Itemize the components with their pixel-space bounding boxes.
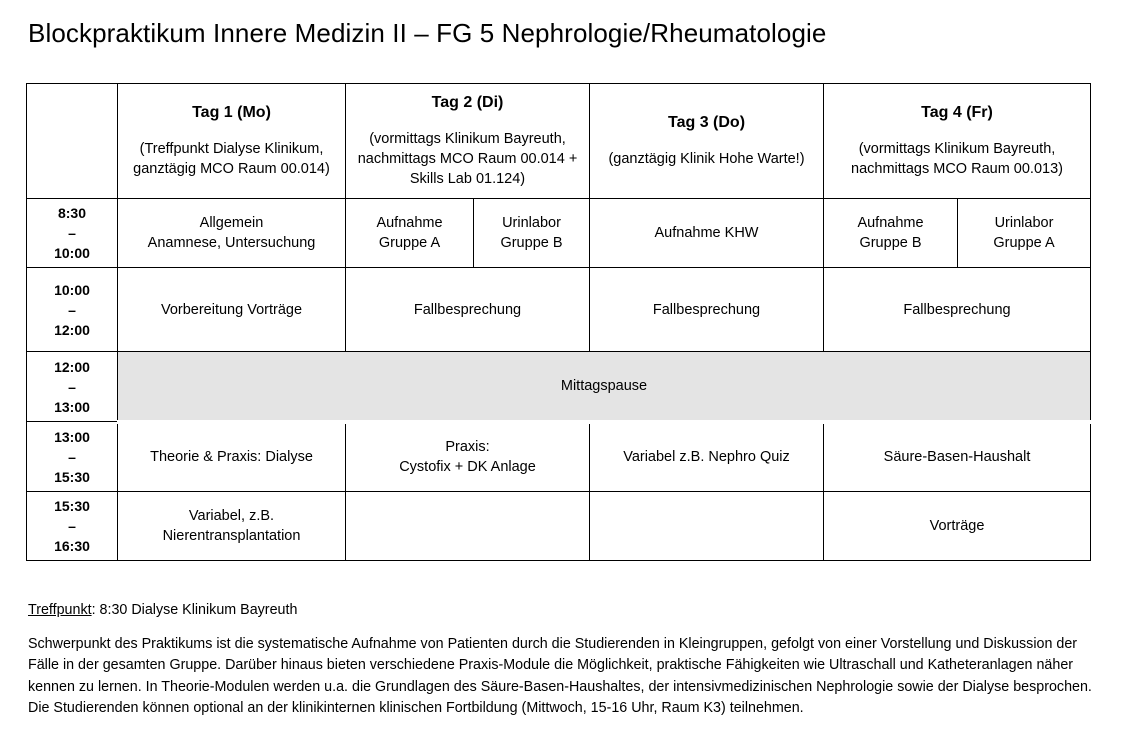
meeting-point bbox=[28, 600, 1108, 622]
schedule-cell: Aufnahme Gruppe A bbox=[346, 199, 474, 268]
schedule-cell: Fallbesprechung bbox=[824, 268, 1091, 352]
footer-text bbox=[28, 600, 1108, 720]
schedule-cell: Urinlabor Gruppe A bbox=[958, 199, 1091, 268]
day-header-3 bbox=[590, 84, 824, 199]
day-header-2 bbox=[346, 84, 590, 199]
meeting-point-text: : 8:30 Dialyse Klinikum Bayreuth bbox=[91, 602, 298, 618]
schedule-cell: Vorbereitung Vorträge bbox=[118, 268, 346, 352]
empty-cell bbox=[346, 492, 590, 561]
schedule-cell: Urinlabor Gruppe B bbox=[474, 199, 590, 268]
day-info-line: ganztägig MCO Raum 00.014) bbox=[133, 161, 330, 177]
schedule-cell: Fallbesprechung bbox=[590, 268, 824, 352]
day-info-line: (ganztägig Klinik Hohe Warte!) bbox=[608, 151, 805, 167]
day-name: Tag 4 (Fr) bbox=[921, 104, 993, 121]
schedule-cell: Praxis: Cystofix + DK Anlage bbox=[346, 422, 590, 492]
time-slot: 15:30 – 16:30 bbox=[27, 492, 118, 561]
description-paragraph: Schwerpunkt des Praktikums ist die systematische Aufnahme von Patienten durch die Studierenden in Kleingruppen, gefolgt von einer Vorstellung und Diskussion der Fälle in der gesamten Gruppe. Darüber hinaus bieten verschiedene Praxis-Module die Möglichkeit, praktische Fähigkeiten wie Ultraschall und Katheteranlagen näher kennen zu lernen. In Theorie-Modulen werden u.a. die Grundlagen des Säure-Basen-Haushaltes, der intensivmedizinischen Nephrologie sowie der Dialyse besprochen. Die Studierenden können optional an der klinikinternen klinischen Fortbildung (Mittwoch, 15-16 Uhr, Raum K3) teilnehmen. bbox=[28, 635, 1092, 716]
day-info-line: (vormittags Klinikum Bayreuth, bbox=[369, 131, 566, 147]
day-info-line: (vormittags Klinikum Bayreuth, bbox=[858, 141, 1056, 157]
time-slot: 10:00 – 12:00 bbox=[27, 268, 118, 352]
corner-cell bbox=[27, 84, 118, 199]
table-row bbox=[27, 422, 1091, 492]
time-slot: 13:00 – 15:30 bbox=[27, 422, 118, 492]
table-row bbox=[27, 492, 1091, 561]
schedule-cell: Säure-Basen-Haushalt bbox=[824, 422, 1091, 492]
day-header-4 bbox=[824, 84, 1091, 199]
schedule-cell: Variabel, z.B. Nierentransplantation bbox=[118, 492, 346, 561]
day-header-1 bbox=[118, 84, 346, 199]
header-row bbox=[27, 84, 1091, 199]
day-info-line: nachmittags MCO Raum 00.014 + bbox=[357, 151, 578, 167]
schedule-cell: Fallbesprechung bbox=[346, 268, 590, 352]
meeting-point-label: Treffpunkt bbox=[28, 602, 92, 618]
day-name: Tag 1 (Mo) bbox=[192, 104, 271, 121]
empty-cell bbox=[590, 492, 824, 561]
schedule-cell: Aufnahme Gruppe B bbox=[824, 199, 958, 268]
schedule-cell: Variabel z.B. Nephro Quiz bbox=[590, 422, 824, 492]
schedule-cell: Allgemein Anamnese, Untersuchung bbox=[118, 199, 346, 268]
schedule-table bbox=[26, 83, 1091, 561]
time-slot: 8:30 – 10:00 bbox=[27, 199, 118, 268]
day-info-line: nachmittags MCO Raum 00.013) bbox=[851, 161, 1063, 177]
day-info-line: Skills Lab 01.124) bbox=[409, 171, 526, 187]
page-title: Blockpraktikum Innere Medizin II – FG 5 Nephrologie/Rheumatologie bbox=[28, 18, 827, 48]
day-info-line: (Treffpunkt Dialyse Klinikum, bbox=[139, 141, 324, 157]
table-row bbox=[27, 268, 1091, 352]
lunch-break-cell: Mittagspause bbox=[118, 352, 1091, 422]
table-row bbox=[27, 199, 1091, 268]
schedule-cell: Aufnahme KHW bbox=[590, 199, 824, 268]
table-row bbox=[27, 352, 1091, 422]
day-name: Tag 2 (Di) bbox=[431, 94, 504, 111]
day-name: Tag 3 (Do) bbox=[667, 114, 746, 131]
time-slot: 12:00 – 13:00 bbox=[27, 352, 118, 422]
schedule-cell: Vorträge bbox=[824, 492, 1091, 561]
schedule-cell: Theorie & Praxis: Dialyse bbox=[118, 422, 346, 492]
